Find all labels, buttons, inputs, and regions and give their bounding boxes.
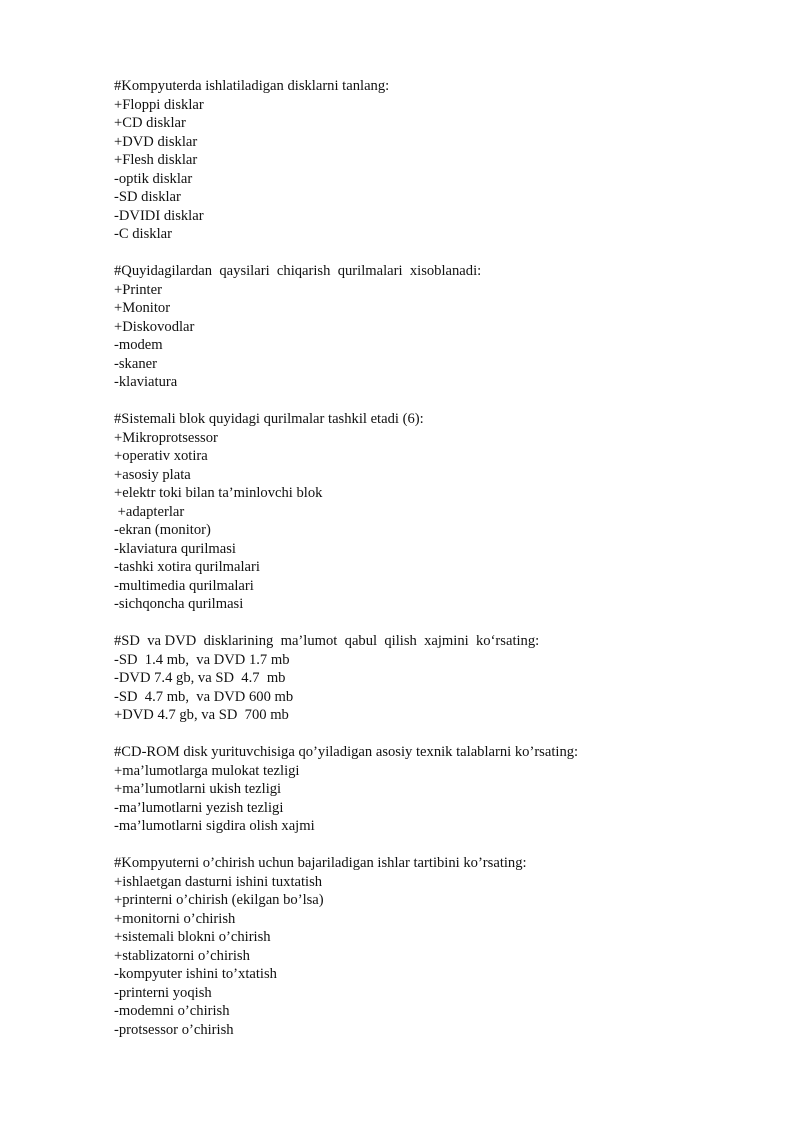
question-text: #SD va DVD disklarining ma’lumot qabul qilish xajmini ko‘rsating:: [114, 633, 540, 649]
question-block-4: [114, 632, 754, 725]
question-block-3: [114, 410, 754, 614]
answer-option: +printerni o’chirish (ekilgan bo’lsa): [114, 892, 324, 908]
question-text: #Kompyuterni o’chirish uchun bajariladigan ishlar tartibini ko’rsating:: [114, 855, 527, 871]
answer-option: -SD disklar: [114, 189, 181, 205]
answer-option: -multimedia qurilmalari: [114, 577, 254, 594]
answer-option: -DVIDI disklar: [114, 207, 204, 224]
answer-option: -sichqoncha qurilmasi: [114, 596, 244, 612]
answer-option: +Diskovodlar: [114, 318, 195, 335]
question-text: #CD-ROM disk yurituvchisiga qo’yiladigan asosiy texnik talablarni ko’rsating:: [114, 744, 579, 760]
answer-option: -tashki xotira qurilmalari: [114, 559, 260, 575]
answer-option: +Printer: [114, 281, 162, 298]
answer-option: +monitorni o’chirish: [114, 910, 236, 927]
answer-option: +ma’lumotlarga mulokat tezligi: [114, 762, 300, 779]
answer-option: -skaner: [114, 355, 157, 372]
answer-option: -ekran (monitor): [114, 522, 211, 538]
answer-option: +ma’lumotlarni ukish tezligi: [114, 781, 282, 797]
answer-option: -DVD 7.4 gb, va SD 4.7 mb: [114, 670, 286, 686]
question-block-1: [114, 77, 754, 244]
document-body: [114, 77, 754, 1039]
answer-option: +asosiy plata: [114, 466, 191, 483]
answer-option: +CD disklar: [114, 115, 186, 131]
answer-option: +Floppi disklar: [114, 96, 204, 113]
answer-option: -ma’lumotlarni sigdira olish xajmi: [114, 818, 315, 834]
answer-option: -klaviatura: [114, 374, 178, 390]
question-block-2: [114, 262, 754, 392]
answer-option: +Mikroprotsessor: [114, 429, 218, 446]
answer-option: -kompyuter ishini to’xtatish: [114, 966, 277, 982]
answer-option: +DVD disklar: [114, 133, 198, 150]
question-text: #Sistemali blok quyidagi qurilmalar tashkil etadi (6):: [114, 411, 424, 427]
answer-option: +Flesh disklar: [114, 152, 198, 168]
answer-option: +ishlaetgan dasturni ishini tuxtatish: [114, 873, 323, 890]
question-block-6: [114, 854, 754, 1039]
answer-option: -modemni o’chirish: [114, 1003, 230, 1019]
answer-option: +sistemali blokni o’chirish: [114, 929, 271, 945]
question-text: #Kompyuterda ishlatiladigan disklarni tanlang:: [114, 78, 390, 94]
answer-option: +Monitor: [114, 300, 171, 316]
answer-option: +operativ xotira: [114, 448, 208, 464]
answer-option: -optik disklar: [114, 170, 193, 187]
answer-option: -protsessor o’chirish: [114, 1021, 234, 1038]
answer-option: -C disklar: [114, 226, 172, 242]
answer-option: -SD 4.7 mb, va DVD 600 mb: [114, 688, 294, 705]
answer-option: -printerni yoqish: [114, 984, 212, 1001]
answer-option: -klaviatura qurilmasi: [114, 540, 236, 557]
answer-option: +stablizatorni o’chirish: [114, 947, 250, 964]
answer-option: +DVD 4.7 gb, va SD 700 mb: [114, 707, 289, 723]
question-text: #Quyidagilardan qaysilari chiqarish qurilmalari xisoblanadi:: [114, 263, 482, 279]
question-block-5: [114, 743, 754, 836]
answer-option: -SD 1.4 mb, va DVD 1.7 mb: [114, 651, 290, 668]
answer-option: +elektr toki bilan ta’minlovchi blok: [114, 485, 323, 501]
answer-option: +adapterlar: [114, 503, 185, 520]
answer-option: -modem: [114, 337, 163, 353]
answer-option: -ma’lumotlarni yezish tezligi: [114, 799, 284, 816]
